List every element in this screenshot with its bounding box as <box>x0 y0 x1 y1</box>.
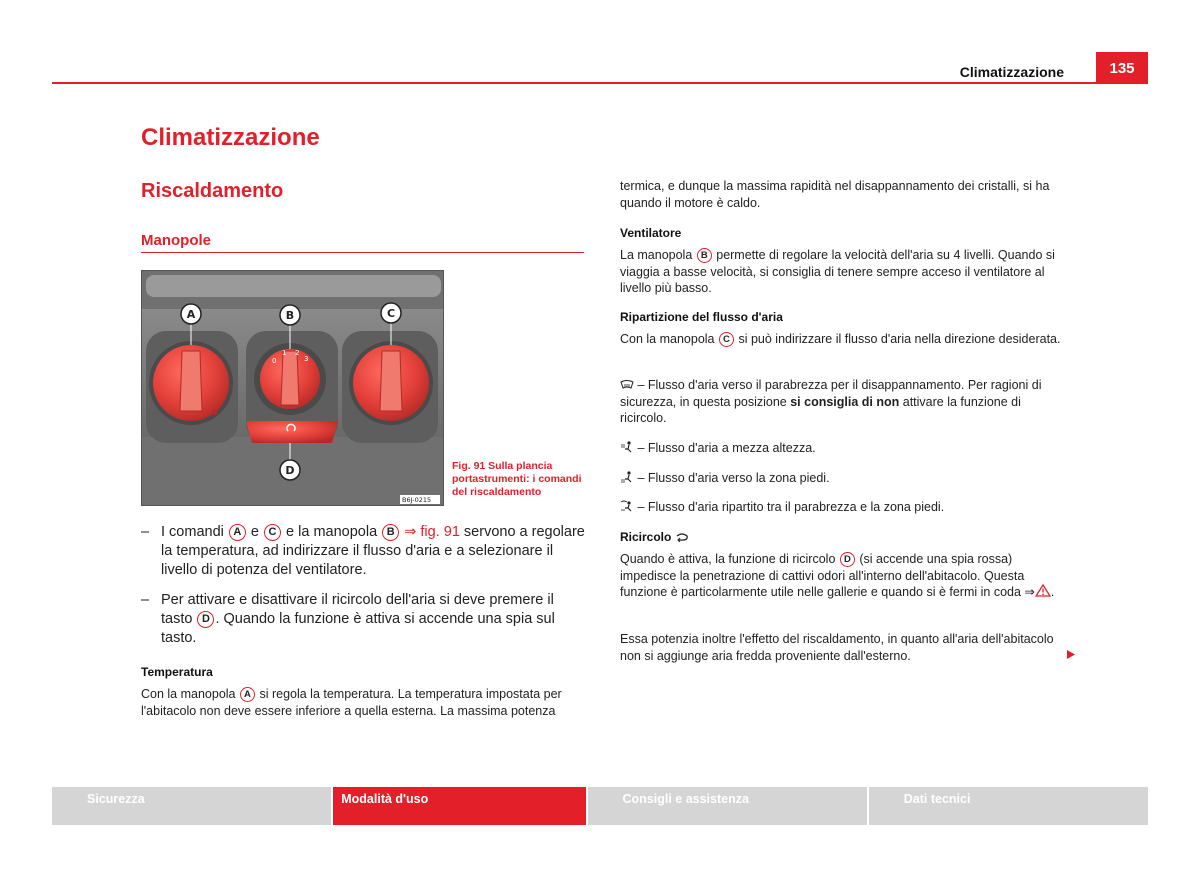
ricircolo-text: Quando è attiva, la funzione di ricircolo D (si accende una spia rossa) impedisce la penetrazione di cattivi odori all'interno dell'abitacolo. Questa funzione è particolarmente utile nelle gallerie e quando si è fermi in coda ⇒ . <box>620 552 1055 599</box>
svg-text:1: 1 <box>282 349 287 357</box>
figure-caption: Fig. 91 Sulla plancia portastrumenti: i comandi del riscaldamento <box>452 460 582 498</box>
temperatura-text: Con la manopola A si regola la temperatura. La temperatura impostata per l'abitacolo non deve essere inferiore a quella esterna. La massima potenza <box>141 687 562 718</box>
windshield-defrost-icon <box>620 380 634 390</box>
ventilatore-text: La manopola B permette di regolare la velocità dell'aria su 4 livelli. Quando si viaggia a basse velocità, si consiglia di tenere sempre acceso il ventilatore al livello più basso. <box>620 248 1055 295</box>
tab-modalita-duso[interactable]: Modalità d'uso <box>333 787 585 825</box>
header-section-title: Climatizzazione <box>959 64 1064 80</box>
controls-list <box>141 523 587 659</box>
list-item: – Per attivare e disattivare il ricircolo dell'aria si deve premere il tasto D . Quando la funzione è attiva si accende una spia sul tasto. <box>141 592 555 646</box>
svg-text:A: A <box>186 308 196 321</box>
header-rule <box>52 82 1096 84</box>
svg-text:3: 3 <box>304 355 309 363</box>
list-item: – I comandi A e C e la manopola B ⇒ fig. 91 servono a regolare la temperatura, ad indirizzare il flusso d'aria e a selezionare il livello di potenza del ventilatore. <box>141 524 585 578</box>
ripartizione-heading: Ripartizione del flusso d'aria <box>620 310 783 324</box>
svg-text:B: B <box>285 309 295 322</box>
subsection-rule <box>141 252 584 253</box>
tab-sicurezza[interactable]: Sicurezza <box>52 787 331 825</box>
mid-flow-text: – Flusso d'aria a mezza altezza. <box>620 440 1066 457</box>
ricircolo-text-2: Essa potenzia inoltre l'effetto del riscaldamento, in quanto all'aria dell'abitacolo non si aggiunge aria fredda proveniente dall'esterno. <box>620 632 1054 663</box>
tab-dati-tecnici[interactable]: Dati tecnici <box>869 787 1148 825</box>
subsection-title: Manopole <box>141 232 211 249</box>
continuation-text: termica, e dunque la massima rapidità nel disappannamento dei cristalli, si ha quando il motore è caldo. <box>620 179 1050 210</box>
footer-nav <box>52 787 1148 825</box>
foot-vent-icon <box>620 471 634 483</box>
svg-text:D: D <box>285 464 295 477</box>
temperatura-heading: Temperatura <box>141 665 213 679</box>
heating-controls-illustration <box>142 271 444 506</box>
figure-link[interactable]: ⇒ fig. 91 <box>400 524 460 540</box>
face-vent-icon <box>620 441 634 453</box>
heating-controls-figure <box>141 270 444 506</box>
svg-text:C: C <box>386 307 396 320</box>
recirculation-icon <box>675 533 689 542</box>
svg-text:0: 0 <box>272 357 277 365</box>
continue-arrow-icon <box>1066 649 1076 660</box>
ventilatore-heading: Ventilatore <box>620 226 682 240</box>
windshield-flow-text: – Flusso d'aria verso il parabrezza per il disappannamento. Per ragioni di sicurezza, in questa posizione si consiglia di non attivare la funzione di ricircolo. <box>620 378 1042 425</box>
ricircolo-heading: Ricircolo <box>620 530 1066 544</box>
ripartizione-text: Con la manopola C si può indirizzare il flusso d'aria nella direzione desiderata. <box>620 332 1061 346</box>
windshield-foot-vent-icon <box>620 500 634 512</box>
tab-consigli-assistenza[interactable]: Consigli e assistenza <box>588 787 867 825</box>
foot-flow-text: – Flusso d'aria verso la zona piedi. <box>620 470 1066 487</box>
section-title: Riscaldamento <box>141 180 284 202</box>
figure-code: B6J-0215 <box>402 496 432 504</box>
warning-triangle-icon <box>1035 584 1051 597</box>
main-title: Climatizzazione <box>141 124 320 151</box>
page-number: 135 <box>1096 52 1148 84</box>
split-flow-text: – Flusso d'aria ripartito tra il parabrezza e la zona piedi. <box>620 499 1066 516</box>
svg-text:2: 2 <box>295 349 300 357</box>
